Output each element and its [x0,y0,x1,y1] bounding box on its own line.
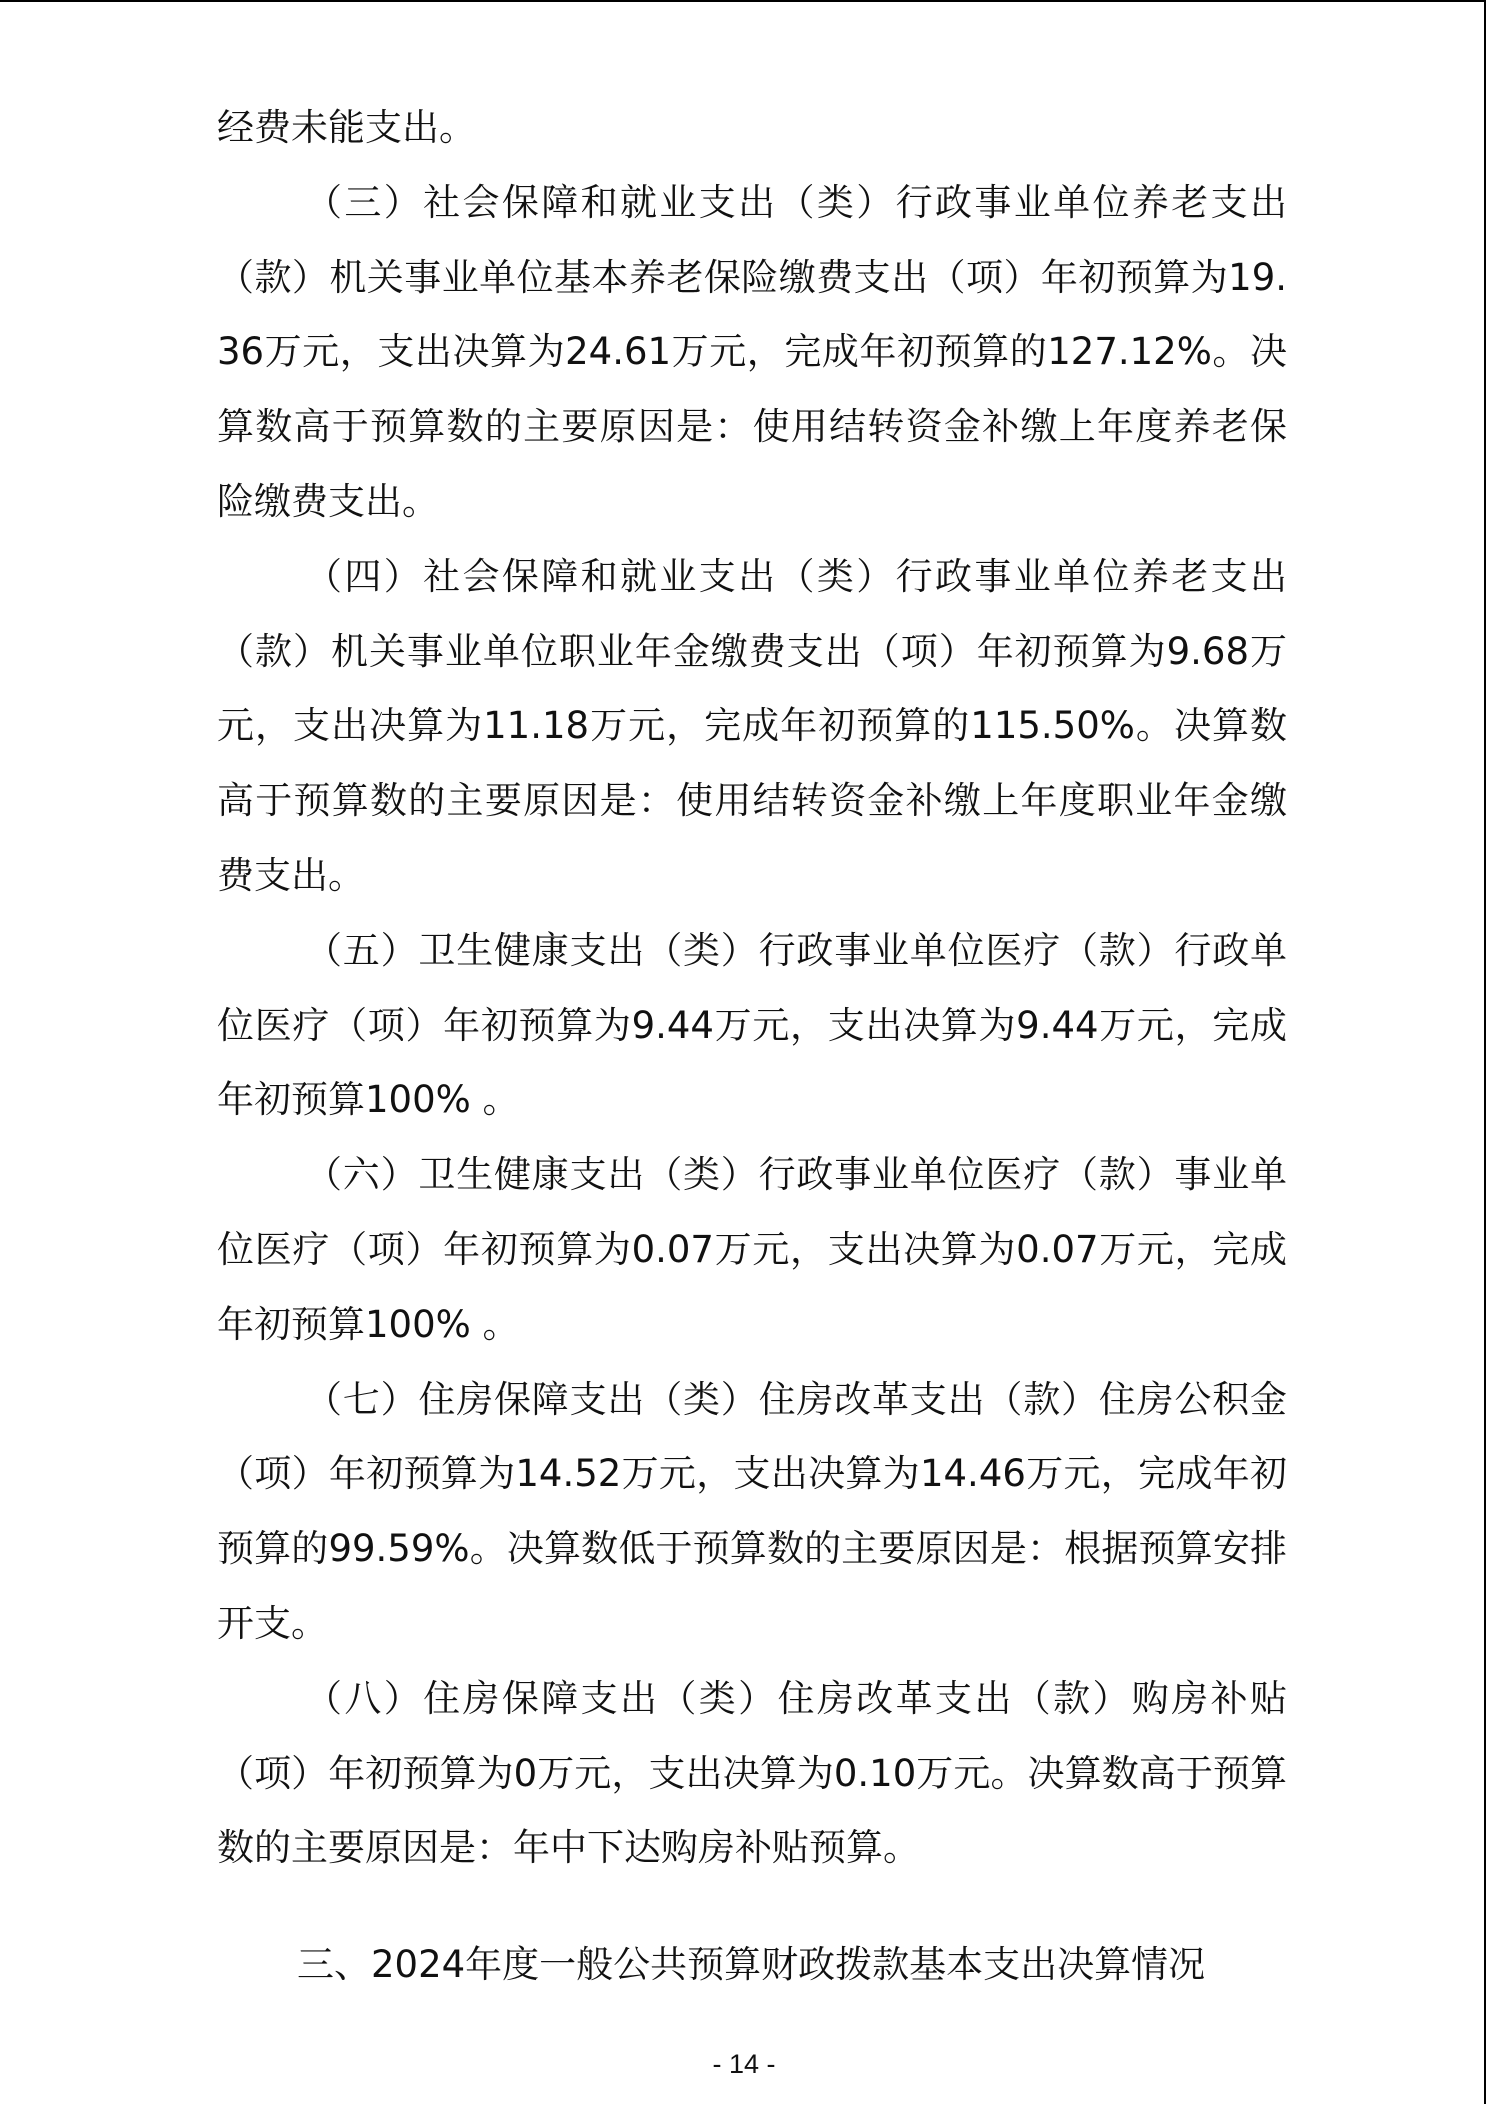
line: （六）卫生健康支出（类）行政事业单位医疗（款）事业单 [305,1153,1287,1197]
line: 年初预算100% 。 [217,1302,520,1346]
line: 支出。 [254,853,365,897]
line: （项）年初预算为14.52万元，支出决算为14.46万元，完成年初 [217,1452,1287,1496]
section-heading: 三、2024年度一般公共预算财政拨款基本支出决算情况 [297,1943,1206,1986]
line: 元，支出决算为11.18万元，完成年初预算的115.50%。决算数高 [217,704,1287,823]
line: （款）机关事业单位职业年金缴费支出（项）年初预算为9.68万 [217,629,1287,673]
line: 开支。 [217,1601,328,1645]
paragraph-item-4 [217,540,1287,914]
paragraph-item-3 [217,166,1287,540]
line: （项）年初预算为0万元，支出决算为0.10万元。决算数高于预算 [217,1751,1287,1795]
line: 于预算数的主要原因是：使用结转资金补缴上年度职业年金缴费 [217,779,1288,897]
line: （八）住房保障支出（类）住房改革支出（款）购房补贴 [305,1676,1287,1720]
paragraph-item-7 [217,1363,1287,1662]
line: （三）社会保障和就业支出（类）行政事业单位养老支出 [305,180,1287,224]
line: （四）社会保障和就业支出（类）行政事业单位养老支出 [305,554,1287,598]
line: 数的主要原因是：年中下达购房补贴预算。 [217,1826,920,1870]
paragraph-continuation: 经费未能支出。 [217,106,476,149]
line: （七）住房保障支出（类）住房改革支出（款）住房公积金 [305,1377,1287,1421]
line: 险缴费支出。 [217,479,439,523]
line: 算数高于预算数的主要原因是：使用结转资金补缴上年度养老保 [217,405,1287,449]
paragraph-item-5 [217,914,1287,1138]
paragraph-item-8 [217,1662,1287,1886]
page-number: - 14 - [712,2049,776,2079]
line: 19.36万元，支出决算为24.61万元，完成年初预算的127.12%。决 [217,255,1287,374]
line: 预算的99.59%。决算数低于预算数的主要原因是：根据预算安排 [217,1527,1287,1571]
line: 年初预算100% 。 [217,1078,520,1122]
document-body [217,91,1287,1886]
paragraph-item-6 [217,1138,1287,1362]
line: （款）机关事业单位基本养老保险缴费支出（项）年初预算为 [217,255,1229,299]
line: 位医疗（项）年初预算为0.07万元，支出决算为0.07万元，完成 [217,1227,1287,1271]
line: 位医疗（项）年初预算为9.44万元，支出决算为9.44万元，完成 [217,1003,1287,1047]
line: （五）卫生健康支出（类）行政事业单位医疗（款）行政单 [305,928,1287,972]
